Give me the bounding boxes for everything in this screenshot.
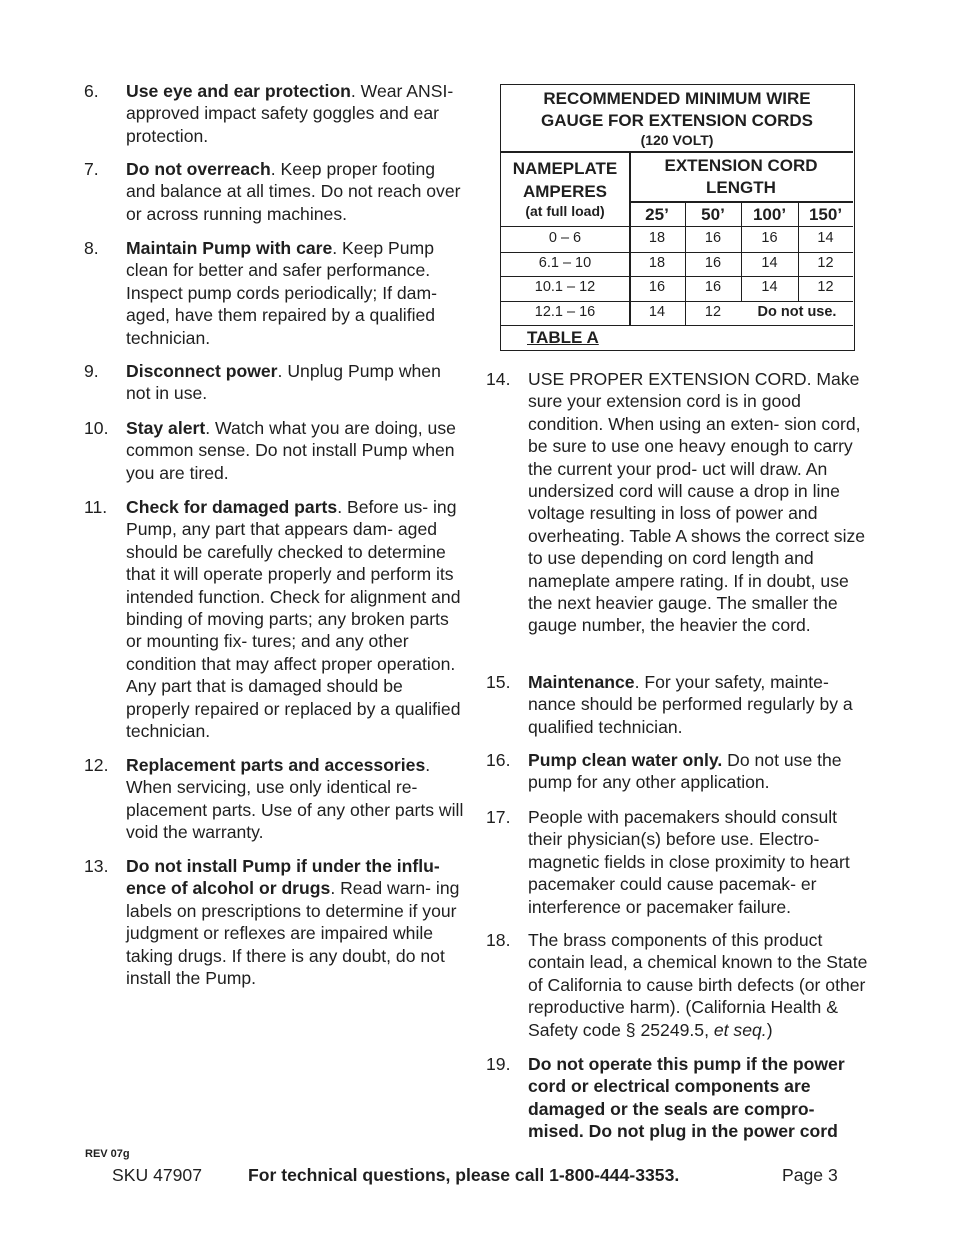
item-number: 8. <box>84 238 99 258</box>
item-text: Do not install Pump if under the influ- ence of alcohol or drugs. Read warn- ing labels on prescriptions to determine if your judgment or reflexes are impaired while taking drugs. If there is any doubt, do not install the Pump. <box>126 856 460 989</box>
length-100: 100’ <box>752 205 787 224</box>
page-number: Page 3 <box>782 1165 838 1185</box>
item-text: Maintain Pump with care. Keep Pump clean for better and safer performance. Inspect pump cords periodically; If dam- aged, have them repaired by a qualified technician. <box>126 238 437 348</box>
nameplate-sub: (at full load) <box>525 203 605 219</box>
item-text: Stay alert. Watch what you are doing, use common sense. Do not install Pump when you are tired. <box>126 418 456 483</box>
gauge-cell: 16 <box>704 230 722 246</box>
item-number: 16. <box>486 750 511 770</box>
item-text: Replacement parts and accessories. When servicing, use only identical re- placement parts. Use of any other parts will void the warranty. <box>126 755 464 843</box>
table-label: TABLE A <box>527 328 599 347</box>
table-rule <box>501 276 853 277</box>
gauge-cell: 14 <box>648 304 666 320</box>
table-title: RECOMMENDED MINIMUM WIRE GAUGE FOR EXTENSION CORDS <box>540 89 814 130</box>
item-text: USE PROPER EXTENSION CORD. Make sure your extension cord is in good condition. When using an exten- sion cord, be sure to use one heavy enough to carry the current your prod- uct will draw. An undersized cord will cause a drop in line voltage resulting in loss of power and overheating. Table A shows the correct size to use depending on cord length and nameplate ampere rating. If in doubt, use the next heavier gauge. The smaller the gauge number, the heavier the cord. <box>528 369 866 636</box>
amps-cell: 10.1 – 12 <box>534 279 596 295</box>
gauge-cell: 16 <box>648 279 666 295</box>
item-number: 7. <box>84 159 99 179</box>
item-number: 11. <box>84 497 108 517</box>
item-number: 17. <box>486 807 511 827</box>
item-text: Do not operate this pump if the power cord or electrical components are damaged or the seals are compro- mised. Do not plug in the power cord <box>528 1054 845 1142</box>
wire-gauge-table <box>500 84 855 351</box>
item-text: Do not overreach. Keep proper footing and balance at all times. Do not reach over or across running machines. <box>126 159 461 224</box>
nameplate-header: NAMEPLATE AMPERES <box>512 159 618 201</box>
item-text: Disconnect power. Unplug Pump when not in use. <box>126 361 441 404</box>
gauge-cell: 14 <box>817 230 834 246</box>
item-text: Check for damaged parts. Before us- ing Pump, any part that appears dam- aged should be carefully checked to determine that it will operate properly and perform its intended function. Check for alignment and binding of moving parts; any broken parts or mounting fix- tures; and any other condition that may affect proper operation. Any part that is damaged should be properly repaired or replaced by a qualified technician. <box>126 497 461 742</box>
item-text: Use eye and ear protection. Wear ANSI-approved impact safety goggles and ear protection. <box>126 81 454 146</box>
gauge-cell: 14 <box>761 255 778 271</box>
item-number: 18. <box>486 930 511 950</box>
gauge-cell: 16 <box>704 279 722 295</box>
item-number: 10. <box>84 418 109 438</box>
item-number: 9. <box>84 361 99 381</box>
table-rule <box>501 325 853 326</box>
table-title-sub: (120 VOLT) <box>640 132 714 148</box>
table-rule <box>501 226 853 227</box>
gauge-cell: 16 <box>761 230 778 246</box>
amps-cell: 6.1 – 10 <box>538 255 592 271</box>
length-150: 150’ <box>808 205 843 224</box>
gauge-cell: 16 <box>704 255 722 271</box>
item-text: Maintenance. For your safety, mainte- nance should be performed regularly by a qualified technician. <box>528 672 853 737</box>
revision-label: REV 07g <box>85 1148 130 1160</box>
do-not-use-cell: Do not use. <box>757 304 837 320</box>
table-rule <box>501 151 853 153</box>
tech-support-line: For technical questions, please call 1-800-444-3353. <box>248 1165 680 1185</box>
item-text: The brass components of this product contain lead, a chemical known to the State of California to cause birth defects (or other reproductive harm). (California Health & Safety code § 25249.5, et seq.) <box>528 930 868 1040</box>
table-rule <box>501 252 853 253</box>
length-50: 50’ <box>701 205 725 224</box>
item-number: 6. <box>84 81 99 101</box>
gauge-cell: 18 <box>648 255 666 271</box>
item-number: 15. <box>486 672 511 692</box>
amps-cell: 0 – 6 <box>548 230 582 246</box>
gauge-cell: 12 <box>817 279 834 295</box>
gauge-cell: 12 <box>704 304 722 320</box>
gauge-cell: 18 <box>648 230 666 246</box>
item-text: Pump clean water only. Do not use the pump for any other application. <box>528 750 842 793</box>
amps-cell: 12.1 – 16 <box>534 304 596 320</box>
sku-label: SKU 47907 <box>112 1165 202 1185</box>
gauge-cell: 12 <box>817 255 834 271</box>
item-number: 19. <box>486 1054 511 1074</box>
item-text: People with pacemakers should consult their physician(s) before use. Electro- magnetic fields in close proximity to heart pacemaker could cause pacemak- er interference or pacemaker failure. <box>528 807 850 917</box>
item-number: 14. <box>486 369 511 389</box>
length-25: 25’ <box>645 205 669 224</box>
length-header: EXTENSION CORD LENGTH <box>664 156 818 197</box>
table-rule <box>501 301 853 302</box>
item-number: 12. <box>84 755 109 775</box>
item-number: 13. <box>84 856 109 876</box>
gauge-cell: 14 <box>761 279 778 295</box>
